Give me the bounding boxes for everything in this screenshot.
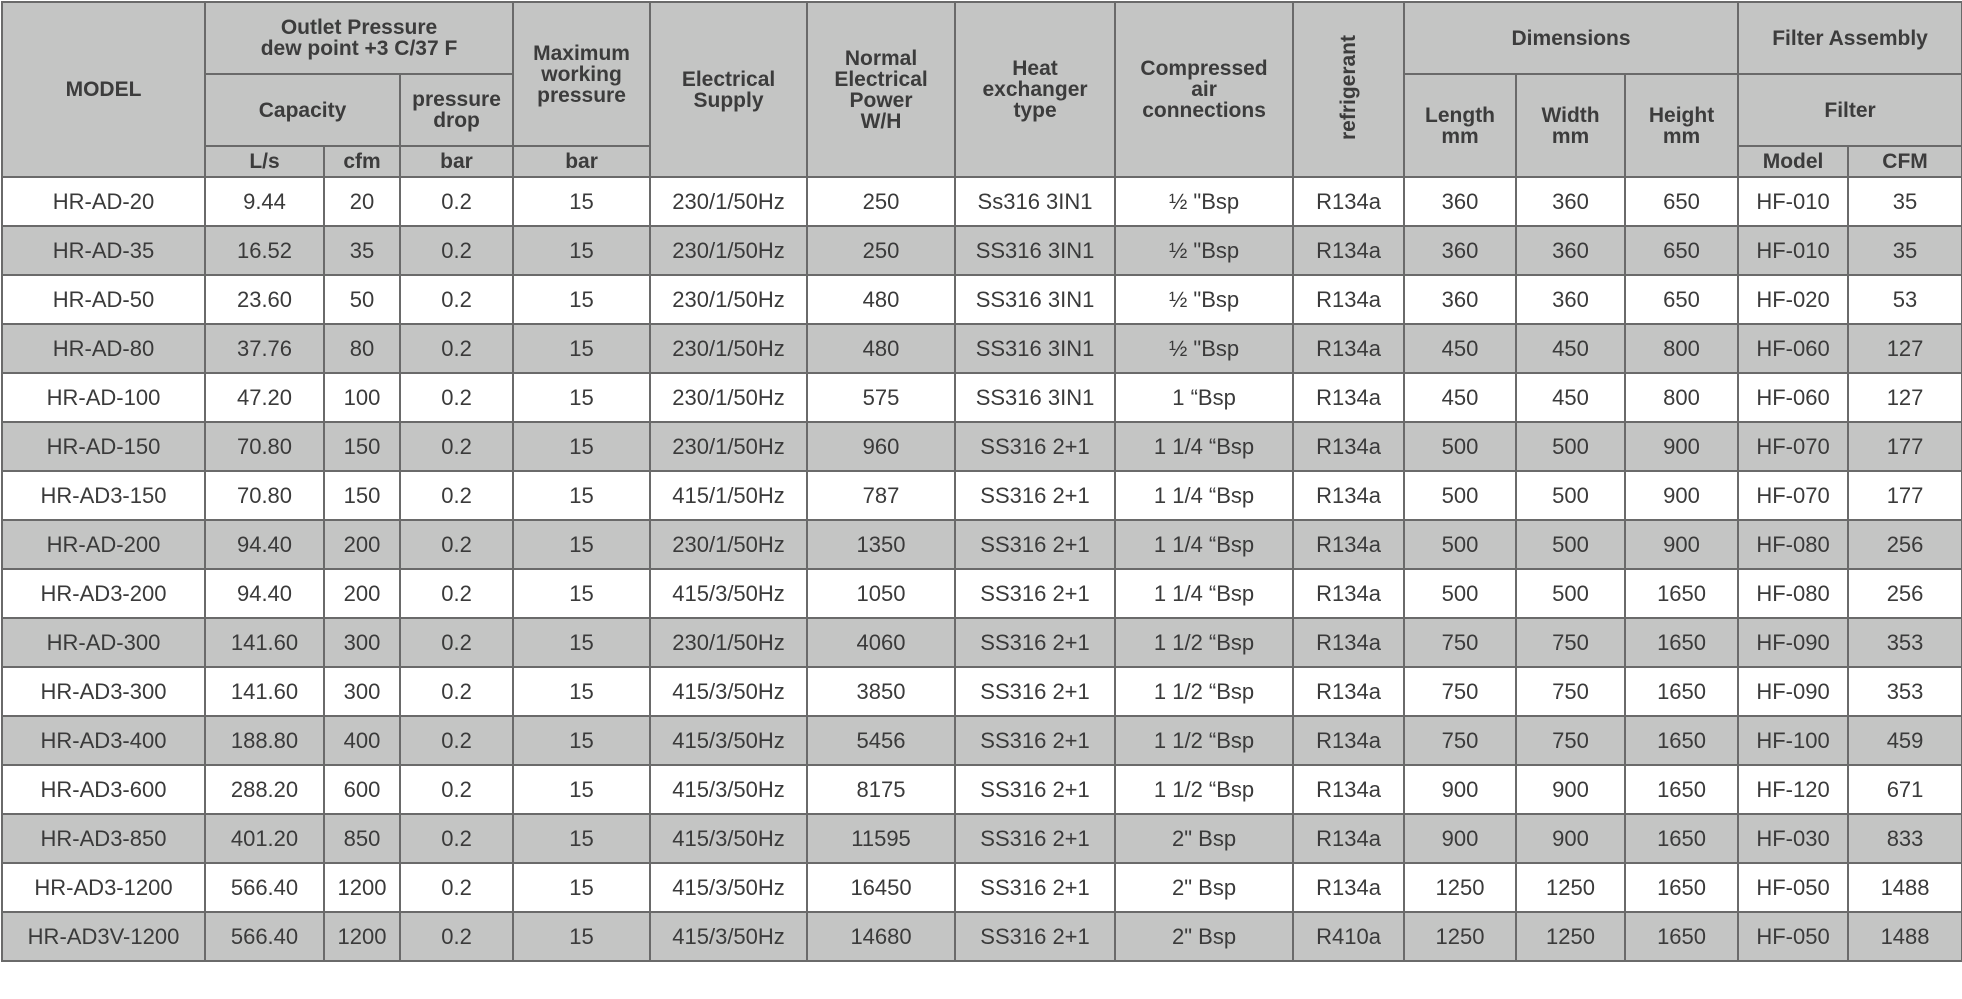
- cell-electrical-supply: 415/3/50Hz: [650, 569, 807, 618]
- cell-pressure-drop: 0.2: [400, 520, 513, 569]
- cell-length: 500: [1404, 520, 1516, 569]
- cell-model: HR-AD-50: [2, 275, 205, 324]
- header-electrical-supply: Electrical Supply: [650, 2, 807, 177]
- cell-width: 450: [1516, 324, 1625, 373]
- cell-width: 900: [1516, 814, 1625, 863]
- cell-heat-exchanger: SS316 3IN1: [955, 275, 1115, 324]
- cell-length: 450: [1404, 373, 1516, 422]
- cell-model: HR-AD-80: [2, 324, 205, 373]
- cell-electrical-power: 480: [807, 324, 955, 373]
- cell-length: 450: [1404, 324, 1516, 373]
- cell-electrical-supply: 415/1/50Hz: [650, 471, 807, 520]
- cell-capacity-ls: 401.20: [205, 814, 324, 863]
- cell-model: HR-AD3-850: [2, 814, 205, 863]
- cell-compressed-air: 1 1/2 “Bsp: [1115, 667, 1293, 716]
- cell-filter-cfm: 256: [1848, 520, 1962, 569]
- cell-length: 360: [1404, 275, 1516, 324]
- table-row: [2, 324, 1962, 373]
- cell-capacity-ls: 188.80: [205, 716, 324, 765]
- header-filter: Filter: [1738, 74, 1962, 146]
- cell-filter-model: HF-020: [1738, 275, 1848, 324]
- cell-model: HR-AD-100: [2, 373, 205, 422]
- cell-filter-model: HF-010: [1738, 177, 1848, 226]
- cell-compressed-air: 1 1/4 “Bsp: [1115, 569, 1293, 618]
- cell-heat-exchanger: SS316 2+1: [955, 471, 1115, 520]
- cell-capacity-ls: 70.80: [205, 422, 324, 471]
- table-row: [2, 226, 1962, 275]
- cell-height: 900: [1625, 520, 1738, 569]
- table-row: [2, 275, 1962, 324]
- cell-model: HR-AD-20: [2, 177, 205, 226]
- cell-electrical-power: 4060: [807, 618, 955, 667]
- cell-pressure-drop: 0.2: [400, 373, 513, 422]
- cell-heat-exchanger: SS316 3IN1: [955, 324, 1115, 373]
- cell-filter-model: HF-090: [1738, 618, 1848, 667]
- cell-max-pressure: 15: [513, 226, 650, 275]
- cell-capacity-cfm: 600: [324, 765, 400, 814]
- cell-electrical-supply: 415/3/50Hz: [650, 765, 807, 814]
- cell-filter-cfm: 127: [1848, 373, 1962, 422]
- cell-refrigerant: R134a: [1293, 520, 1404, 569]
- header-refrigerant: refrigerant: [1293, 2, 1404, 177]
- header-filter-assembly: Filter Assembly: [1738, 2, 1962, 74]
- cell-capacity-cfm: 200: [324, 520, 400, 569]
- cell-capacity-cfm: 35: [324, 226, 400, 275]
- cell-width: 360: [1516, 226, 1625, 275]
- cell-height: 650: [1625, 275, 1738, 324]
- cell-electrical-supply: 230/1/50Hz: [650, 618, 807, 667]
- cell-electrical-power: 11595: [807, 814, 955, 863]
- cell-refrigerant: R134a: [1293, 765, 1404, 814]
- cell-electrical-power: 480: [807, 275, 955, 324]
- cell-model: HR-AD3-150: [2, 471, 205, 520]
- cell-heat-exchanger: SS316 3IN1: [955, 373, 1115, 422]
- cell-height: 650: [1625, 177, 1738, 226]
- header-model: MODEL: [2, 2, 205, 177]
- cell-max-pressure: 15: [513, 422, 650, 471]
- table-row: [2, 765, 1962, 814]
- cell-refrigerant: R134a: [1293, 863, 1404, 912]
- cell-electrical-power: 575: [807, 373, 955, 422]
- cell-refrigerant: R134a: [1293, 667, 1404, 716]
- cell-filter-cfm: 1488: [1848, 863, 1962, 912]
- cell-model: HR-AD-35: [2, 226, 205, 275]
- cell-electrical-power: 250: [807, 177, 955, 226]
- cell-electrical-supply: 415/3/50Hz: [650, 814, 807, 863]
- cell-width: 1250: [1516, 912, 1625, 961]
- table-row: [2, 814, 1962, 863]
- cell-pressure-drop: 0.2: [400, 324, 513, 373]
- cell-height: 1650: [1625, 716, 1738, 765]
- cell-heat-exchanger: SS316 2+1: [955, 422, 1115, 471]
- header-dimensions: Dimensions: [1404, 2, 1738, 74]
- cell-capacity-ls: 141.60: [205, 667, 324, 716]
- cell-height: 800: [1625, 324, 1738, 373]
- cell-filter-cfm: 671: [1848, 765, 1962, 814]
- cell-heat-exchanger: Ss316 3IN1: [955, 177, 1115, 226]
- table-header: [2, 2, 1962, 177]
- cell-pressure-drop: 0.2: [400, 618, 513, 667]
- unit-ls: L/s: [205, 146, 324, 177]
- cell-electrical-supply: 230/1/50Hz: [650, 324, 807, 373]
- cell-electrical-supply: 415/3/50Hz: [650, 667, 807, 716]
- cell-compressed-air: ½ "Bsp: [1115, 324, 1293, 373]
- cell-max-pressure: 15: [513, 324, 650, 373]
- header-outlet-pressure: Outlet Pressure dew point +3 C/37 F: [205, 2, 513, 74]
- table-row: [2, 863, 1962, 912]
- cell-electrical-supply: 415/3/50Hz: [650, 912, 807, 961]
- cell-pressure-drop: 0.2: [400, 422, 513, 471]
- cell-filter-model: HF-070: [1738, 422, 1848, 471]
- table-row: [2, 716, 1962, 765]
- cell-model: HR-AD-150: [2, 422, 205, 471]
- cell-capacity-cfm: 1200: [324, 863, 400, 912]
- cell-max-pressure: 15: [513, 275, 650, 324]
- table-row: [2, 422, 1962, 471]
- cell-model: HR-AD3-600: [2, 765, 205, 814]
- cell-capacity-ls: 566.40: [205, 863, 324, 912]
- cell-electrical-power: 14680: [807, 912, 955, 961]
- cell-electrical-power: 8175: [807, 765, 955, 814]
- cell-capacity-cfm: 200: [324, 569, 400, 618]
- cell-height: 1650: [1625, 863, 1738, 912]
- cell-max-pressure: 15: [513, 667, 650, 716]
- cell-filter-cfm: 127: [1848, 324, 1962, 373]
- cell-electrical-power: 16450: [807, 863, 955, 912]
- cell-heat-exchanger: SS316 2+1: [955, 814, 1115, 863]
- cell-filter-model: HF-080: [1738, 569, 1848, 618]
- cell-capacity-ls: 566.40: [205, 912, 324, 961]
- cell-max-pressure: 15: [513, 863, 650, 912]
- cell-length: 900: [1404, 814, 1516, 863]
- cell-compressed-air: 2" Bsp: [1115, 814, 1293, 863]
- cell-filter-cfm: 177: [1848, 422, 1962, 471]
- cell-filter-model: HF-050: [1738, 912, 1848, 961]
- cell-capacity-ls: 23.60: [205, 275, 324, 324]
- table-row: [2, 373, 1962, 422]
- cell-pressure-drop: 0.2: [400, 226, 513, 275]
- header-capacity: Capacity: [205, 74, 400, 146]
- cell-refrigerant: R134a: [1293, 422, 1404, 471]
- cell-width: 900: [1516, 765, 1625, 814]
- cell-electrical-supply: 230/1/50Hz: [650, 226, 807, 275]
- cell-pressure-drop: 0.2: [400, 863, 513, 912]
- table-row: [2, 177, 1962, 226]
- unit-cfm: cfm: [324, 146, 400, 177]
- cell-filter-cfm: 53: [1848, 275, 1962, 324]
- cell-pressure-drop: 0.2: [400, 814, 513, 863]
- cell-filter-cfm: 353: [1848, 667, 1962, 716]
- cell-width: 500: [1516, 520, 1625, 569]
- cell-capacity-ls: 141.60: [205, 618, 324, 667]
- cell-electrical-supply: 230/1/50Hz: [650, 422, 807, 471]
- cell-filter-cfm: 459: [1848, 716, 1962, 765]
- cell-max-pressure: 15: [513, 912, 650, 961]
- dryer-spec-table: [1, 1, 1962, 962]
- cell-electrical-supply: 230/1/50Hz: [650, 177, 807, 226]
- cell-filter-cfm: 256: [1848, 569, 1962, 618]
- header-filter-model: Model: [1738, 146, 1848, 177]
- cell-max-pressure: 15: [513, 814, 650, 863]
- cell-refrigerant: R134a: [1293, 324, 1404, 373]
- cell-electrical-power: 250: [807, 226, 955, 275]
- cell-capacity-ls: 16.52: [205, 226, 324, 275]
- cell-electrical-supply: 230/1/50Hz: [650, 373, 807, 422]
- cell-filter-model: HF-060: [1738, 324, 1848, 373]
- cell-refrigerant: R134a: [1293, 618, 1404, 667]
- cell-compressed-air: ½ "Bsp: [1115, 275, 1293, 324]
- cell-pressure-drop: 0.2: [400, 765, 513, 814]
- cell-refrigerant: R134a: [1293, 226, 1404, 275]
- table-body: [2, 177, 1962, 961]
- cell-model: HR-AD-200: [2, 520, 205, 569]
- cell-compressed-air: 1 1/2 “Bsp: [1115, 716, 1293, 765]
- cell-length: 360: [1404, 226, 1516, 275]
- cell-capacity-ls: 9.44: [205, 177, 324, 226]
- cell-length: 1250: [1404, 912, 1516, 961]
- cell-length: 750: [1404, 716, 1516, 765]
- cell-electrical-power: 1050: [807, 569, 955, 618]
- header-electrical-power: Normal Electrical Power W/H: [807, 2, 955, 177]
- cell-model: HR-AD3-400: [2, 716, 205, 765]
- cell-max-pressure: 15: [513, 520, 650, 569]
- cell-capacity-cfm: 850: [324, 814, 400, 863]
- cell-compressed-air: 1 “Bsp: [1115, 373, 1293, 422]
- cell-max-pressure: 15: [513, 716, 650, 765]
- cell-capacity-cfm: 150: [324, 471, 400, 520]
- table-row: [2, 569, 1962, 618]
- cell-filter-cfm: 35: [1848, 226, 1962, 275]
- cell-width: 500: [1516, 422, 1625, 471]
- cell-capacity-cfm: 80: [324, 324, 400, 373]
- cell-filter-model: HF-080: [1738, 520, 1848, 569]
- cell-width: 750: [1516, 618, 1625, 667]
- cell-height: 1650: [1625, 814, 1738, 863]
- cell-compressed-air: 1 1/2 “Bsp: [1115, 618, 1293, 667]
- cell-capacity-cfm: 20: [324, 177, 400, 226]
- header-height: Height mm: [1625, 74, 1738, 177]
- cell-filter-model: HF-070: [1738, 471, 1848, 520]
- cell-height: 900: [1625, 471, 1738, 520]
- cell-max-pressure: 15: [513, 373, 650, 422]
- cell-width: 450: [1516, 373, 1625, 422]
- cell-heat-exchanger: SS316 2+1: [955, 569, 1115, 618]
- cell-max-pressure: 15: [513, 471, 650, 520]
- cell-heat-exchanger: SS316 2+1: [955, 716, 1115, 765]
- cell-electrical-supply: 230/1/50Hz: [650, 275, 807, 324]
- table-row: [2, 912, 1962, 961]
- unit-bar-max: bar: [513, 146, 650, 177]
- cell-electrical-power: 3850: [807, 667, 955, 716]
- cell-heat-exchanger: SS316 2+1: [955, 618, 1115, 667]
- cell-height: 1650: [1625, 765, 1738, 814]
- cell-width: 1250: [1516, 863, 1625, 912]
- cell-filter-model: HF-060: [1738, 373, 1848, 422]
- cell-pressure-drop: 0.2: [400, 569, 513, 618]
- cell-length: 500: [1404, 569, 1516, 618]
- cell-compressed-air: 1 1/4 “Bsp: [1115, 471, 1293, 520]
- cell-filter-cfm: 353: [1848, 618, 1962, 667]
- cell-refrigerant: R134a: [1293, 373, 1404, 422]
- cell-height: 900: [1625, 422, 1738, 471]
- cell-width: 360: [1516, 177, 1625, 226]
- cell-model: HR-AD3-300: [2, 667, 205, 716]
- cell-refrigerant: R134a: [1293, 569, 1404, 618]
- cell-capacity-ls: 94.40: [205, 569, 324, 618]
- header-max-working-pressure: Maximum working pressure: [513, 2, 650, 146]
- cell-capacity-cfm: 1200: [324, 912, 400, 961]
- cell-capacity-cfm: 50: [324, 275, 400, 324]
- cell-refrigerant: R134a: [1293, 471, 1404, 520]
- cell-length: 900: [1404, 765, 1516, 814]
- cell-length: 360: [1404, 177, 1516, 226]
- cell-compressed-air: 1 1/4 “Bsp: [1115, 520, 1293, 569]
- cell-pressure-drop: 0.2: [400, 716, 513, 765]
- cell-heat-exchanger: SS316 2+1: [955, 863, 1115, 912]
- cell-pressure-drop: 0.2: [400, 471, 513, 520]
- cell-height: 800: [1625, 373, 1738, 422]
- cell-capacity-cfm: 300: [324, 618, 400, 667]
- cell-width: 500: [1516, 569, 1625, 618]
- cell-pressure-drop: 0.2: [400, 177, 513, 226]
- cell-height: 1650: [1625, 569, 1738, 618]
- cell-max-pressure: 15: [513, 569, 650, 618]
- unit-bar-drop: bar: [400, 146, 513, 177]
- cell-heat-exchanger: SS316 2+1: [955, 912, 1115, 961]
- cell-capacity-cfm: 150: [324, 422, 400, 471]
- cell-filter-cfm: 833: [1848, 814, 1962, 863]
- cell-model: HR-AD3-1200: [2, 863, 205, 912]
- header-length: Length mm: [1404, 74, 1516, 177]
- table-row: [2, 471, 1962, 520]
- cell-height: 1650: [1625, 618, 1738, 667]
- cell-heat-exchanger: SS316 3IN1: [955, 226, 1115, 275]
- header-filter-cfm: CFM: [1848, 146, 1962, 177]
- cell-height: 650: [1625, 226, 1738, 275]
- cell-refrigerant: R134a: [1293, 275, 1404, 324]
- cell-capacity-ls: 70.80: [205, 471, 324, 520]
- cell-filter-cfm: 1488: [1848, 912, 1962, 961]
- table-row: [2, 520, 1962, 569]
- cell-capacity-ls: 288.20: [205, 765, 324, 814]
- cell-filter-cfm: 35: [1848, 177, 1962, 226]
- cell-max-pressure: 15: [513, 618, 650, 667]
- cell-refrigerant: R134a: [1293, 177, 1404, 226]
- cell-filter-model: HF-120: [1738, 765, 1848, 814]
- cell-refrigerant: R134a: [1293, 716, 1404, 765]
- cell-refrigerant: R134a: [1293, 814, 1404, 863]
- table-row: [2, 667, 1962, 716]
- cell-heat-exchanger: SS316 2+1: [955, 765, 1115, 814]
- cell-heat-exchanger: SS316 2+1: [955, 667, 1115, 716]
- cell-capacity-ls: 47.20: [205, 373, 324, 422]
- cell-filter-model: HF-010: [1738, 226, 1848, 275]
- cell-compressed-air: ½ "Bsp: [1115, 226, 1293, 275]
- header-heat-exchanger: Heat exchanger type: [955, 2, 1115, 177]
- cell-electrical-power: 960: [807, 422, 955, 471]
- cell-filter-model: HF-030: [1738, 814, 1848, 863]
- header-pressure-drop: pressure drop: [400, 74, 513, 146]
- cell-width: 360: [1516, 275, 1625, 324]
- cell-height: 1650: [1625, 912, 1738, 961]
- cell-filter-model: HF-100: [1738, 716, 1848, 765]
- cell-length: 1250: [1404, 863, 1516, 912]
- cell-electrical-supply: 230/1/50Hz: [650, 520, 807, 569]
- cell-electrical-supply: 415/3/50Hz: [650, 863, 807, 912]
- cell-model: HR-AD3V-1200: [2, 912, 205, 961]
- header-width: Width mm: [1516, 74, 1625, 177]
- cell-length: 750: [1404, 618, 1516, 667]
- cell-compressed-air: 2" Bsp: [1115, 863, 1293, 912]
- cell-filter-model: HF-050: [1738, 863, 1848, 912]
- cell-electrical-power: 5456: [807, 716, 955, 765]
- cell-filter-model: HF-090: [1738, 667, 1848, 716]
- cell-capacity-cfm: 400: [324, 716, 400, 765]
- cell-width: 750: [1516, 716, 1625, 765]
- cell-electrical-power: 787: [807, 471, 955, 520]
- cell-capacity-ls: 94.40: [205, 520, 324, 569]
- cell-refrigerant: R410a: [1293, 912, 1404, 961]
- cell-compressed-air: 2" Bsp: [1115, 912, 1293, 961]
- cell-width: 500: [1516, 471, 1625, 520]
- cell-pressure-drop: 0.2: [400, 275, 513, 324]
- cell-model: HR-AD-300: [2, 618, 205, 667]
- cell-capacity-cfm: 300: [324, 667, 400, 716]
- cell-pressure-drop: 0.2: [400, 667, 513, 716]
- cell-width: 750: [1516, 667, 1625, 716]
- cell-compressed-air: ½ "Bsp: [1115, 177, 1293, 226]
- cell-max-pressure: 15: [513, 765, 650, 814]
- cell-length: 500: [1404, 471, 1516, 520]
- cell-length: 750: [1404, 667, 1516, 716]
- cell-heat-exchanger: SS316 2+1: [955, 520, 1115, 569]
- cell-capacity-ls: 37.76: [205, 324, 324, 373]
- cell-height: 1650: [1625, 667, 1738, 716]
- cell-pressure-drop: 0.2: [400, 912, 513, 961]
- cell-max-pressure: 15: [513, 177, 650, 226]
- cell-compressed-air: 1 1/4 “Bsp: [1115, 422, 1293, 471]
- header-compressed-air: Compressed air connections: [1115, 2, 1293, 177]
- cell-filter-cfm: 177: [1848, 471, 1962, 520]
- cell-model: HR-AD3-200: [2, 569, 205, 618]
- cell-electrical-supply: 415/3/50Hz: [650, 716, 807, 765]
- cell-compressed-air: 1 1/2 “Bsp: [1115, 765, 1293, 814]
- cell-electrical-power: 1350: [807, 520, 955, 569]
- cell-length: 500: [1404, 422, 1516, 471]
- table-row: [2, 618, 1962, 667]
- cell-capacity-cfm: 100: [324, 373, 400, 422]
